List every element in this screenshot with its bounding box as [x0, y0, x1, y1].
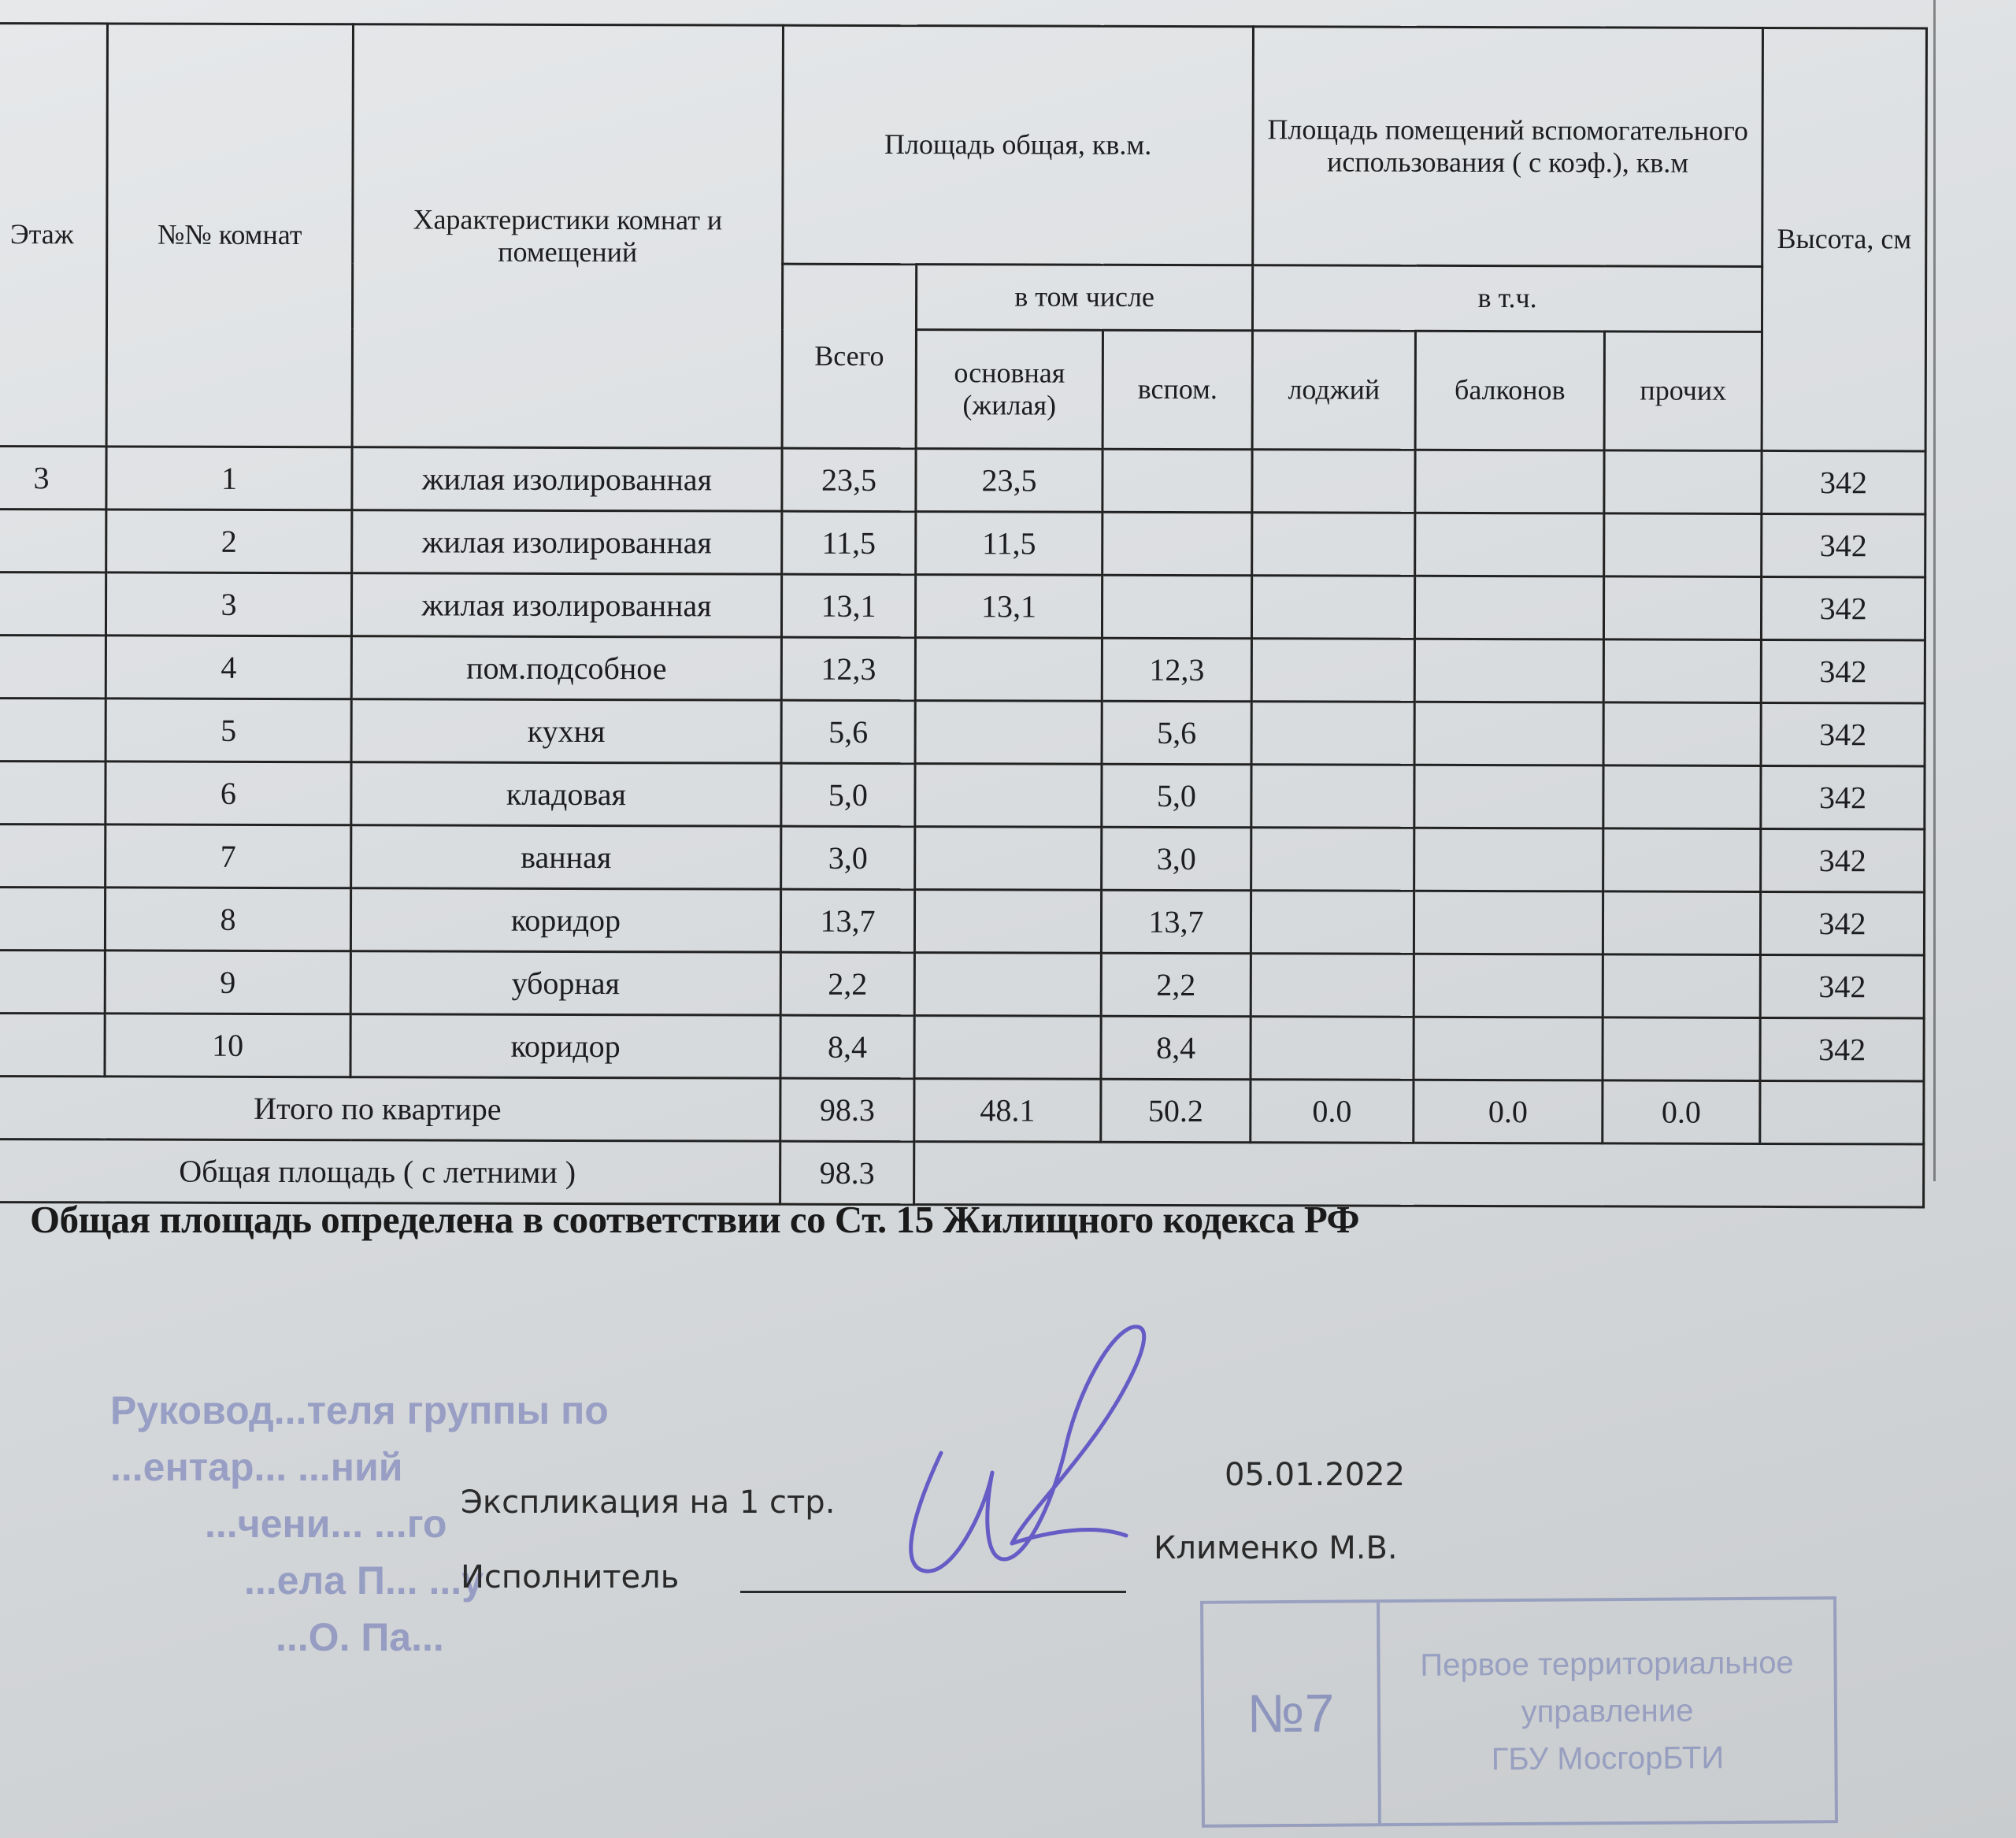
cell-aux: 8,4	[1101, 1016, 1251, 1079]
header-height: Высота, см	[1762, 28, 1926, 451]
table-row	[0, 510, 1925, 577]
totals-balconies: 0.0	[1414, 1080, 1603, 1143]
cell-main: 11,5	[916, 512, 1102, 576]
stamp-organization	[1380, 1599, 1835, 1823]
faded-line-2: ...ентар... ...ний	[110, 1445, 403, 1489]
cell-balcony	[1414, 954, 1603, 1017]
header-aux-area: Площадь помещений вспомогательного использования ( с коэф.), кв.м	[1253, 27, 1763, 267]
cell-room-number: 2	[106, 510, 352, 573]
cell-room-number: 1	[106, 447, 352, 510]
cell-aux: 13,7	[1101, 890, 1251, 953]
table-row	[0, 1013, 1924, 1080]
signature-line	[740, 1591, 1126, 1593]
header-total-area: Площадь общая, кв.м.	[783, 25, 1254, 265]
cell-floor: 3	[0, 447, 106, 510]
cell-other	[1603, 576, 1761, 640]
cell-total: 5,0	[781, 763, 915, 826]
cell-main	[915, 638, 1102, 702]
cell-total: 3,0	[781, 826, 915, 889]
cell-main	[914, 1016, 1101, 1080]
table-row	[0, 636, 1925, 703]
cell-room-number: 10	[105, 1013, 350, 1077]
cell-height: 342	[1762, 450, 1925, 514]
cell-main	[914, 953, 1101, 1017]
summer-area-label: Общая площадь ( с летними )	[0, 1139, 780, 1204]
cell-room-number: 4	[106, 636, 351, 699]
cell-floor	[0, 1013, 105, 1076]
summer-area-value: 98.3	[780, 1141, 914, 1204]
cell-room-number: 7	[106, 825, 351, 888]
header-floor: Этаж	[0, 24, 107, 447]
cell-aux	[1102, 512, 1252, 575]
cell-loggia	[1252, 450, 1415, 513]
totals-loggias: 0.0	[1251, 1080, 1414, 1143]
cell-other	[1603, 1017, 1760, 1081]
totals-row	[0, 1076, 1924, 1143]
cell-aux: 5,6	[1102, 701, 1251, 764]
cell-balcony	[1414, 702, 1603, 765]
cell-main: 13,1	[915, 575, 1102, 639]
totals-label: Итого по квартире	[0, 1076, 780, 1141]
cell-description: пом.подсобное	[351, 636, 781, 700]
cell-total: 23,5	[782, 448, 916, 511]
cell-description: кухня	[351, 699, 781, 763]
stamp-number: №7	[1203, 1603, 1381, 1825]
header-auxiliary: вспом.	[1102, 330, 1252, 449]
cell-floor	[0, 762, 106, 825]
table-row	[0, 573, 1925, 640]
cell-main	[914, 890, 1101, 954]
cell-aux: 3,0	[1102, 827, 1251, 890]
cell-aux: 5,0	[1102, 764, 1251, 827]
cell-room-number: 5	[106, 699, 351, 762]
cell-aux	[1102, 575, 1251, 638]
performer-name: Клименко М.В.	[1154, 1530, 1398, 1566]
cell-balcony	[1414, 765, 1603, 828]
cell-floor	[0, 510, 106, 573]
cell-loggia	[1251, 954, 1414, 1017]
cell-loggia	[1251, 702, 1414, 765]
table-row	[0, 447, 1925, 514]
cell-loggia	[1251, 576, 1414, 639]
cell-height: 342	[1761, 702, 1925, 766]
cell-balcony	[1415, 450, 1604, 513]
cell-loggia	[1252, 513, 1415, 576]
cell-total: 5,6	[781, 700, 915, 763]
cell-total: 13,1	[781, 574, 915, 637]
header-other: прочих	[1604, 332, 1762, 451]
cell-loggia	[1251, 639, 1414, 702]
handwritten-signature	[866, 1307, 1166, 1591]
housing-code-footnote: Общая площадь определена в соответствии со Ст. 15 Жилищного кодекса РФ	[30, 1198, 1360, 1241]
cell-other	[1604, 450, 1762, 514]
faded-line-5: ...О. Па...	[276, 1615, 444, 1659]
cell-height: 342	[1760, 891, 1924, 955]
totals-aux: 50.2	[1101, 1079, 1251, 1142]
totals-main: 48.1	[914, 1079, 1101, 1143]
bti-stamp	[1200, 1596, 1838, 1828]
cell-other	[1603, 702, 1761, 766]
cell-other	[1603, 828, 1761, 892]
cell-main: 23,5	[916, 449, 1102, 513]
cell-balcony	[1414, 576, 1603, 639]
cell-loggia	[1251, 1017, 1414, 1080]
header-characteristics: Характеристики комнат и помещений	[352, 24, 783, 448]
cell-loggia	[1251, 891, 1414, 954]
cell-floor	[0, 699, 106, 762]
totals-all: 98.3	[780, 1078, 914, 1141]
cell-other	[1604, 513, 1762, 577]
stamp-org-line-3: ГБУ МосгорБТИ	[1491, 1740, 1725, 1777]
cell-balcony	[1414, 891, 1603, 954]
cell-height: 342	[1761, 828, 1925, 892]
cell-floor	[0, 950, 105, 1013]
cell-balcony	[1414, 828, 1603, 891]
cell-description: уборная	[350, 951, 780, 1015]
cell-description: кладовая	[351, 762, 781, 826]
cell-room-number: 9	[105, 950, 350, 1014]
table-row	[0, 699, 1925, 766]
faded-line-4: ...ела П... ...у	[244, 1558, 484, 1603]
table-row	[0, 888, 1925, 955]
header-balconies: балконов	[1415, 331, 1604, 450]
cell-balcony	[1415, 513, 1604, 576]
faded-line-3: ...чени... ...го	[205, 1502, 447, 1546]
cell-other	[1603, 891, 1760, 955]
cell-height: 342	[1762, 513, 1925, 577]
cell-other	[1603, 954, 1760, 1018]
cell-aux: 12,3	[1102, 638, 1251, 701]
faded-stamp-text	[110, 1382, 609, 1666]
totals-height	[1760, 1080, 1924, 1144]
explication-pages: Экспликация на 1 стр.	[461, 1484, 836, 1521]
cell-other	[1603, 765, 1761, 829]
cell-other	[1603, 639, 1761, 703]
cell-description: коридор	[350, 1014, 780, 1078]
cell-total: 12,3	[781, 637, 915, 700]
stamp-org-line-2: управление	[1521, 1693, 1694, 1729]
cell-balcony	[1414, 1017, 1603, 1080]
cell-total: 2,2	[780, 952, 914, 1015]
cell-main	[915, 827, 1102, 891]
cell-height: 342	[1760, 1017, 1924, 1081]
header-all: Всего	[782, 264, 917, 448]
cell-room-number: 3	[106, 573, 351, 636]
header-loggias: лоджий	[1252, 331, 1415, 450]
cell-room-number: 8	[105, 888, 350, 951]
cell-floor	[0, 888, 106, 950]
cell-loggia	[1251, 765, 1414, 828]
table-body	[0, 447, 1925, 1081]
cell-total: 11,5	[782, 511, 916, 574]
table-row	[0, 762, 1925, 829]
document-date: 05.01.2022	[1225, 1457, 1406, 1493]
cell-room-number: 6	[106, 762, 351, 825]
cell-description: ванная	[351, 825, 781, 889]
totals-other: 0.0	[1603, 1080, 1760, 1144]
performer-label: Исполнитель	[461, 1559, 680, 1595]
cell-aux	[1102, 449, 1252, 512]
cell-description: коридор	[350, 888, 780, 952]
cell-floor	[0, 825, 106, 888]
cell-height: 342	[1760, 954, 1924, 1018]
cell-description: жилая изолированная	[351, 573, 781, 637]
cell-total: 13,7	[780, 889, 914, 952]
header-incl-short: в т.ч.	[1253, 265, 1762, 332]
header-including: в том числе	[916, 265, 1252, 331]
cell-floor	[0, 636, 106, 699]
header-room-number: №№ комнат	[106, 24, 353, 447]
cell-aux: 2,2	[1101, 953, 1251, 1016]
cell-height: 342	[1761, 639, 1925, 703]
cell-description: жилая изолированная	[352, 447, 782, 511]
faded-line-1: Руковод...теля группы по	[110, 1388, 609, 1432]
explication-table	[0, 22, 1928, 1208]
stamp-org-line-1: Первое территориальное	[1420, 1645, 1794, 1683]
table-row	[0, 950, 1924, 1017]
cell-balcony	[1414, 639, 1603, 702]
cell-floor	[0, 573, 106, 636]
paper-edge-line	[1933, 0, 1936, 1181]
header-main: основная (жилая)	[916, 330, 1102, 450]
table-row	[0, 825, 1925, 892]
cell-total: 8,4	[780, 1015, 914, 1078]
cell-loggia	[1251, 828, 1414, 891]
cell-description: жилая изолированная	[352, 510, 782, 574]
cell-height: 342	[1761, 765, 1925, 829]
cell-height: 342	[1762, 576, 1925, 640]
cell-main	[915, 701, 1102, 765]
cell-main	[915, 764, 1102, 828]
